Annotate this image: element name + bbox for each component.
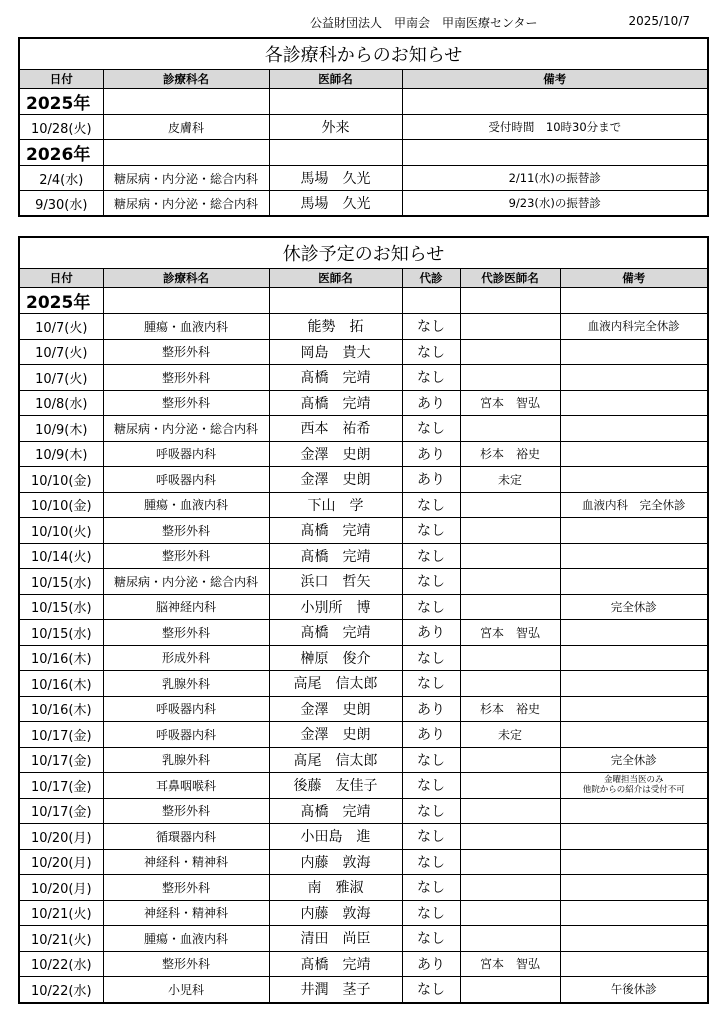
substitute-cell: なし (402, 798, 460, 824)
doctor-cell: 髙橋 完靖 (269, 798, 402, 824)
doctor-cell: 金澤 史朗 (269, 722, 402, 748)
note-cell (560, 441, 708, 467)
table-row (19, 951, 708, 977)
date-cell: 10/16(木) (19, 645, 103, 671)
table-row (19, 518, 708, 544)
note-cell (560, 951, 708, 977)
date-cell: 10/16(木) (19, 696, 103, 722)
substitute-doctor-cell (460, 747, 560, 773)
department-cell: 糖尿病・内分泌・総合内科 (103, 166, 269, 191)
note-cell (560, 875, 708, 901)
table-row (19, 467, 708, 493)
substitute-cell: あり (402, 390, 460, 416)
substitute-doctor-cell (460, 875, 560, 901)
substitute-doctor-cell (460, 314, 560, 340)
substitute-cell: なし (402, 747, 460, 773)
note-cell (560, 824, 708, 850)
column-header-doctor: 医師名 (269, 70, 402, 89)
department-cell: 小児科 (103, 977, 269, 1003)
department-cell: 腫瘍・血液内科 (103, 492, 269, 518)
date-cell: 10/7(火) (19, 339, 103, 365)
substitute-doctor-cell (460, 645, 560, 671)
substitute-doctor-cell: 宮本 智弘 (460, 951, 560, 977)
substitute-cell: なし (402, 569, 460, 595)
substitute-cell: なし (402, 926, 460, 952)
note-cell: 血液内科 完全休診 (560, 492, 708, 518)
substitute-cell: なし (402, 875, 460, 901)
doctor-cell: 岡島 貴大 (269, 339, 402, 365)
note-cell: 2/11(水)の振替診 (402, 166, 708, 191)
doctor-cell: 清田 尚臣 (269, 926, 402, 952)
department-cell: 整形外科 (103, 798, 269, 824)
table-row (19, 569, 708, 595)
department-cell: 整形外科 (103, 951, 269, 977)
date-cell: 9/30(水) (19, 191, 103, 217)
date-cell: 10/7(火) (19, 365, 103, 391)
note-cell (560, 671, 708, 697)
empty-cell (402, 89, 708, 115)
doctor-cell: 西本 祐希 (269, 416, 402, 442)
doctor-cell: 南 雅淑 (269, 875, 402, 901)
table-row (19, 191, 708, 217)
date-cell: 10/20(月) (19, 875, 103, 901)
note-line: 他院からの紹介は受付不可 (582, 785, 685, 796)
substitute-cell: なし (402, 824, 460, 850)
note-cell (560, 365, 708, 391)
year-label: 2026年 (19, 140, 103, 166)
note-cell: 午後休診 (560, 977, 708, 1003)
substitute-cell: あり (402, 441, 460, 467)
department-cell: 呼吸器内科 (103, 696, 269, 722)
substitute-cell: なし (402, 543, 460, 569)
doctor-cell: 馬場 久光 (269, 166, 402, 191)
issue-date: 2025/10/7 (628, 14, 690, 28)
note-cell: 完全休診 (560, 594, 708, 620)
substitute-doctor-cell (460, 594, 560, 620)
doctor-cell: 髙橋 完靖 (269, 390, 402, 416)
substitute-cell: なし (402, 671, 460, 697)
table-row (19, 977, 708, 1003)
empty-cell (103, 89, 269, 115)
note-cell (560, 620, 708, 646)
table-row (19, 594, 708, 620)
substitute-doctor-cell (460, 569, 560, 595)
notices-header-row (19, 70, 708, 89)
doctor-cell: 外来 (269, 115, 402, 140)
note-cell (560, 569, 708, 595)
note-line: 金曜担当医のみ (604, 775, 664, 786)
note-cell (560, 926, 708, 952)
date-cell: 10/15(水) (19, 620, 103, 646)
note-cell (560, 722, 708, 748)
page-header (310, 10, 690, 30)
table-row (19, 900, 708, 926)
date-cell: 10/22(水) (19, 951, 103, 977)
note-cell (560, 518, 708, 544)
date-cell: 10/10(金) (19, 492, 103, 518)
substitute-cell: あり (402, 951, 460, 977)
substitute-cell: あり (402, 722, 460, 748)
table-row (19, 166, 708, 191)
substitute-cell: なし (402, 594, 460, 620)
department-cell: 整形外科 (103, 390, 269, 416)
substitute-cell: なし (402, 645, 460, 671)
table-row (19, 645, 708, 671)
doctor-cell: 浜口 哲矢 (269, 569, 402, 595)
note-cell: 完全休診 (560, 747, 708, 773)
date-cell: 10/15(水) (19, 569, 103, 595)
department-cell: 呼吸器内科 (103, 722, 269, 748)
department-cell: 糖尿病・内分泌・総合内科 (103, 569, 269, 595)
substitute-doctor-cell (460, 773, 560, 799)
substitute-doctor-cell (460, 339, 560, 365)
department-cell: 循環器内科 (103, 824, 269, 850)
department-cell: 呼吸器内科 (103, 441, 269, 467)
department-cell: 呼吸器内科 (103, 467, 269, 493)
doctor-cell: 髙橋 完靖 (269, 365, 402, 391)
department-cell: 乳腺外科 (103, 671, 269, 697)
note-cell: 受付時間 10時30分まで (402, 115, 708, 140)
substitute-cell: なし (402, 365, 460, 391)
substitute-cell: なし (402, 416, 460, 442)
substitute-cell: なし (402, 773, 460, 799)
table-row (19, 773, 708, 799)
department-cell: 神経科・精神科 (103, 900, 269, 926)
substitute-doctor-cell (460, 671, 560, 697)
year-row (19, 288, 708, 314)
substitute-doctor-cell (460, 926, 560, 952)
note-cell: 9/23(水)の振替診 (402, 191, 708, 217)
date-cell: 10/21(火) (19, 926, 103, 952)
substitute-cell: なし (402, 339, 460, 365)
date-cell: 10/20(月) (19, 849, 103, 875)
doctor-cell: 髙尾 信太郎 (269, 747, 402, 773)
substitute-doctor-cell (460, 849, 560, 875)
column-header-department: 診療科名 (103, 269, 269, 288)
substitute-cell: なし (402, 492, 460, 518)
substitute-doctor-cell (460, 824, 560, 850)
empty-cell (103, 140, 269, 166)
table-row (19, 747, 708, 773)
note-cell (560, 798, 708, 824)
substitute-cell: なし (402, 314, 460, 340)
department-cell: 糖尿病・内分泌・総合内科 (103, 416, 269, 442)
note-cell (560, 339, 708, 365)
department-cell: 整形外科 (103, 339, 269, 365)
substitute-doctor-cell: 宮本 智弘 (460, 390, 560, 416)
table-row (19, 492, 708, 518)
table-row (19, 849, 708, 875)
column-header-substitute-doctor: 代診医師名 (460, 269, 560, 288)
table-row (19, 365, 708, 391)
date-cell: 10/10(火) (19, 518, 103, 544)
substitute-doctor-cell (460, 518, 560, 544)
table-row (19, 441, 708, 467)
year-row (19, 140, 708, 166)
doctor-cell: 下山 学 (269, 492, 402, 518)
date-cell: 10/17(金) (19, 747, 103, 773)
note-cell (560, 390, 708, 416)
department-cell: 皮膚科 (103, 115, 269, 140)
date-cell: 10/16(木) (19, 671, 103, 697)
table-row (19, 722, 708, 748)
note-cell (560, 849, 708, 875)
doctor-cell: 髙橋 完靖 (269, 543, 402, 569)
department-cell: 乳腺外科 (103, 747, 269, 773)
date-cell: 10/20(月) (19, 824, 103, 850)
substitute-doctor-cell: 宮本 智弘 (460, 620, 560, 646)
year-row (19, 89, 708, 115)
empty-cell (269, 89, 402, 115)
department-cell: 整形外科 (103, 543, 269, 569)
department-cell: 神経科・精神科 (103, 849, 269, 875)
table-row (19, 798, 708, 824)
department-cell: 整形外科 (103, 365, 269, 391)
note-cell (560, 467, 708, 493)
column-header-doctor: 医師名 (269, 269, 402, 288)
date-cell: 10/22(水) (19, 977, 103, 1003)
doctor-cell: 金澤 史朗 (269, 441, 402, 467)
department-cell: 糖尿病・内分泌・総合内科 (103, 191, 269, 217)
department-cell: 耳鼻咽喉科 (103, 773, 269, 799)
substitute-doctor-cell: 未定 (460, 722, 560, 748)
substitute-cell: あり (402, 467, 460, 493)
doctor-cell: 馬場 久光 (269, 191, 402, 217)
doctor-cell: 井潤 茎子 (269, 977, 402, 1003)
date-cell: 10/9(木) (19, 441, 103, 467)
doctor-cell: 髙橋 完靖 (269, 620, 402, 646)
date-cell: 10/17(金) (19, 798, 103, 824)
date-cell: 10/28(火) (19, 115, 103, 140)
date-cell: 2/4(水) (19, 166, 103, 191)
substitute-doctor-cell: 未定 (460, 467, 560, 493)
substitute-doctor-cell (460, 543, 560, 569)
substitute-doctor-cell: 杉本 裕史 (460, 696, 560, 722)
doctor-cell: 能勢 拓 (269, 314, 402, 340)
date-cell: 10/21(火) (19, 900, 103, 926)
department-cell: 整形外科 (103, 620, 269, 646)
substitute-doctor-cell (460, 492, 560, 518)
doctor-cell: 内藤 敦海 (269, 900, 402, 926)
table-row (19, 390, 708, 416)
empty-cell (402, 140, 708, 166)
substitute-cell: あり (402, 620, 460, 646)
closures-title-row (19, 237, 708, 269)
doctor-cell: 榊原 俊介 (269, 645, 402, 671)
notices-title: 各診療科からのお知らせ (19, 38, 708, 70)
note-cell (560, 645, 708, 671)
note-cell (560, 416, 708, 442)
substitute-cell: なし (402, 518, 460, 544)
table-row (19, 314, 708, 340)
table-row (19, 115, 708, 140)
substitute-doctor-cell (460, 416, 560, 442)
doctor-cell: 金澤 史朗 (269, 696, 402, 722)
department-cell: 整形外科 (103, 875, 269, 901)
table-row (19, 696, 708, 722)
table-row (19, 620, 708, 646)
note-cell (560, 900, 708, 926)
closures-title: 休診予定のお知らせ (19, 237, 708, 269)
substitute-doctor-cell (460, 798, 560, 824)
substitute-cell: なし (402, 900, 460, 926)
column-header-date: 日付 (19, 269, 103, 288)
department-cell: 整形外科 (103, 518, 269, 544)
notices-table (18, 37, 709, 217)
closures-table (18, 236, 709, 1004)
year-label: 2025年 (19, 288, 103, 314)
note-cell: 血液内科完全休診 (560, 314, 708, 340)
substitute-cell: なし (402, 849, 460, 875)
empty-cell (269, 140, 402, 166)
column-header-department: 診療科名 (103, 70, 269, 89)
doctor-cell: 小別所 博 (269, 594, 402, 620)
doctor-cell: 金澤 史朗 (269, 467, 402, 493)
doctor-cell: 内藤 敦海 (269, 849, 402, 875)
doctor-cell: 高尾 信太郎 (269, 671, 402, 697)
department-cell: 腫瘍・血液内科 (103, 926, 269, 952)
table-row (19, 824, 708, 850)
date-cell: 10/9(木) (19, 416, 103, 442)
note-cell (560, 696, 708, 722)
year-label: 2025年 (19, 89, 103, 115)
table-row (19, 339, 708, 365)
doctor-cell: 後藤 友佳子 (269, 773, 402, 799)
notices-title-row (19, 38, 708, 70)
substitute-doctor-cell (460, 365, 560, 391)
substitute-cell: なし (402, 977, 460, 1003)
department-cell: 形成外科 (103, 645, 269, 671)
department-cell: 脳神経内科 (103, 594, 269, 620)
doctor-cell: 髙橋 完靖 (269, 518, 402, 544)
date-cell: 10/7(火) (19, 314, 103, 340)
column-header-note: 備考 (402, 70, 708, 89)
table-row (19, 543, 708, 569)
date-cell: 10/10(金) (19, 467, 103, 493)
date-cell: 10/14(火) (19, 543, 103, 569)
table-row (19, 416, 708, 442)
note-cell (560, 543, 708, 569)
table-row (19, 926, 708, 952)
closures-header-row (19, 269, 708, 288)
substitute-doctor-cell (460, 900, 560, 926)
doctor-cell: 髙橋 完靖 (269, 951, 402, 977)
column-header-substitute: 代診 (402, 269, 460, 288)
column-header-note: 備考 (560, 269, 708, 288)
note-cell (560, 773, 708, 799)
table-row (19, 875, 708, 901)
substitute-cell: あり (402, 696, 460, 722)
date-cell: 10/17(金) (19, 773, 103, 799)
date-cell: 10/15(水) (19, 594, 103, 620)
department-cell: 腫瘍・血液内科 (103, 314, 269, 340)
date-cell: 10/8(水) (19, 390, 103, 416)
column-header-date: 日付 (19, 70, 103, 89)
organization-name: 公益財団法人 甲南会 甲南医療センター (310, 16, 538, 30)
substitute-doctor-cell: 杉本 裕史 (460, 441, 560, 467)
substitute-doctor-cell (460, 977, 560, 1003)
table-row (19, 671, 708, 697)
doctor-cell: 小田島 進 (269, 824, 402, 850)
date-cell: 10/17(金) (19, 722, 103, 748)
